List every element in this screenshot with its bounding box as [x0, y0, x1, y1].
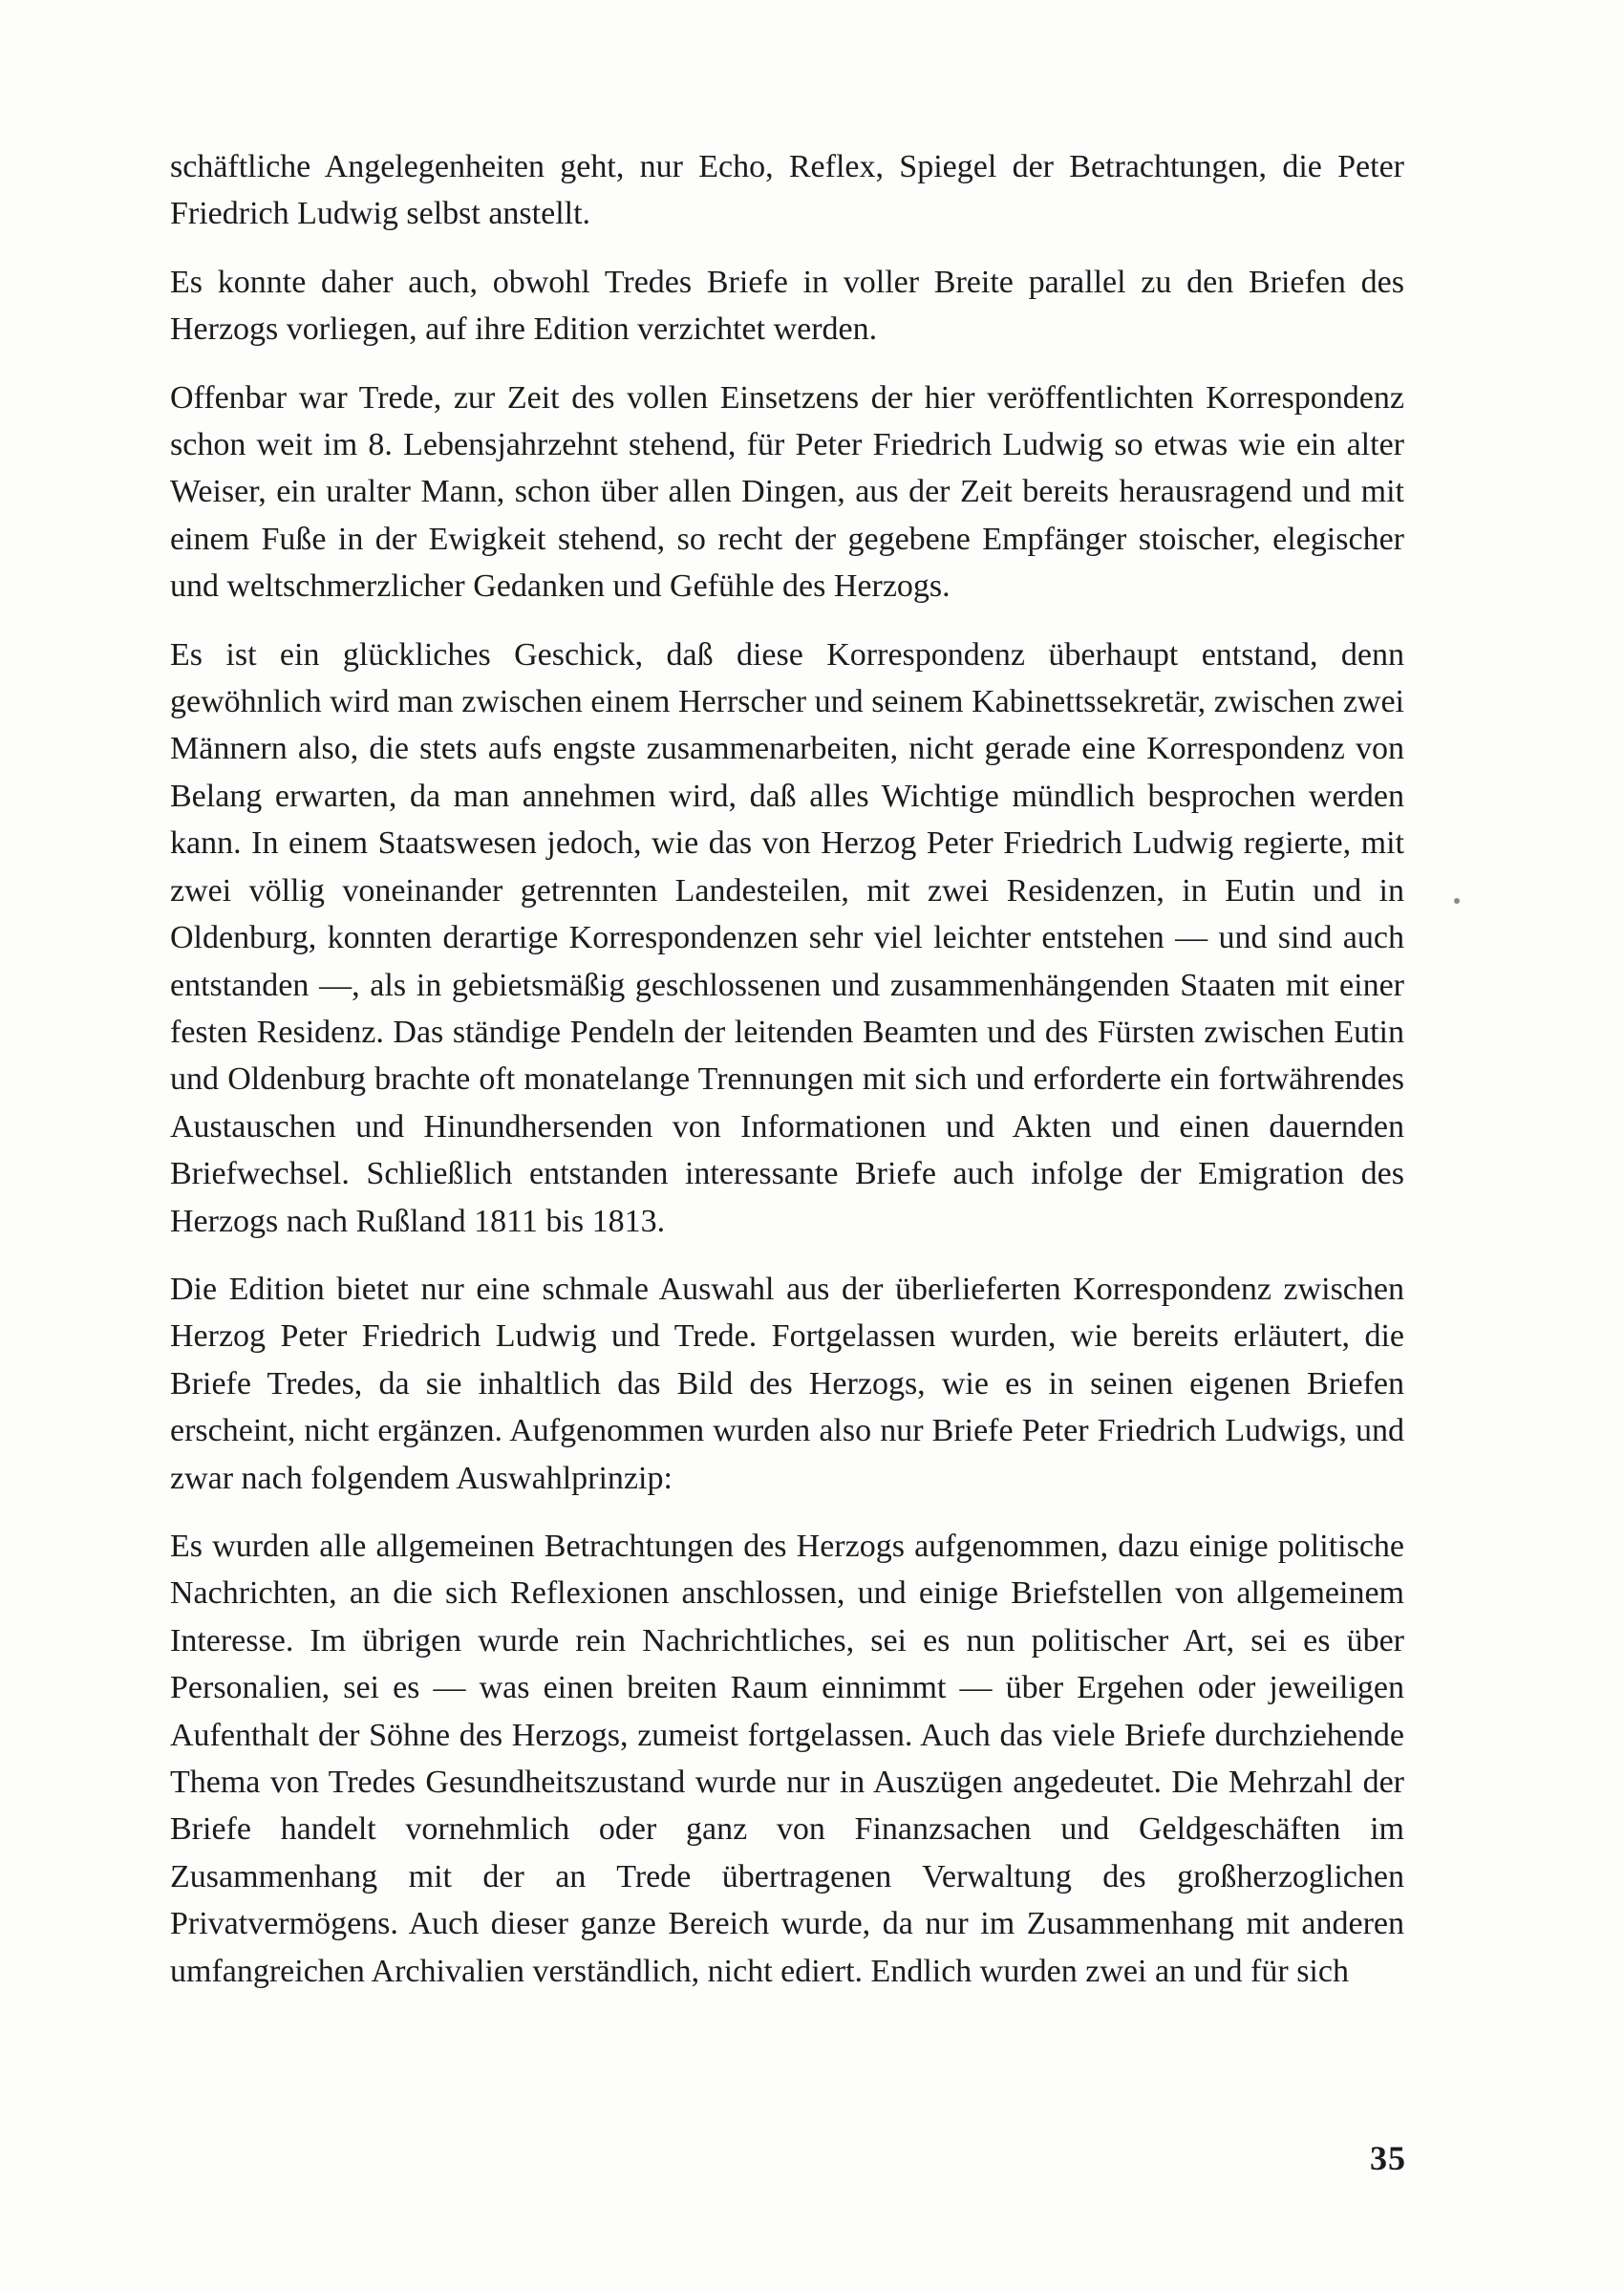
paragraph-6: Es wurden alle allgemeinen Betrachtungen des Herzogs aufgenommen, dazu einige politische Nachrichten, an die sich Reflexionen anschlossen, und einige Briefstellen von allgemeinem Interesse. Im übrigen wurde rein Nachrichtliches, sei es nun politischer Art, sei es über Personalien, sei es — was einen breiten Raum einnimmt — über Ergehen oder jeweiligen Aufenthalt der Söhne des Herzogs, zumeist fortgelassen. Auch das viele Briefe durchziehende Thema von Tredes Gesundheitszustand wurde nur in Auszügen angedeutet. Die Mehrzahl der Briefe handelt vornehmlich oder ganz von Finanzsachen und Geldgeschäften im Zusammenhang mit der an Trede übertragenen Verwaltung des großherzoglichen Privatvermögens. Auch dieser ganze Bereich wurde, da nur im Zusammenhang mit anderen umfangreichen Archivalien verständlich, nicht ediert. Endlich wurden zwei an und für sich	[170, 1528, 1404, 1989]
paragraph-3: Offenbar war Trede, zur Zeit des vollen Einsetzens der hier veröffentlichten Korrespondenz schon weit im 8. Lebensjahrzehnt stehend, für Peter Friedrich Ludwig so etwas wie ein alter Weiser, ein uralter Mann, schon über allen Dingen, aus der Zeit bereits herausragend und mit einem Fuße in der Ewigkeit stehend, so recht der gegebene Empfänger stoischer, elegischer und weltschmerzlicher Gedanken und Gefühle des Herzogs.	[170, 379, 1404, 605]
paragraph-1: schäftliche Angelegenheiten geht, nur Echo, Reflex, Spiegel der Betrachtungen, die Peter Friedrich Ludwig selbst anstellt.	[170, 149, 1404, 232]
margin-speck	[1454, 898, 1460, 904]
paragraph-4: Es ist ein glückliches Geschick, daß diese Korrespondenz überhaupt entstand, denn gewöhnlich wird man zwischen einem Herrscher und seinem Kabinettssekretär, zwischen zwei Männern also, die stets aufs engste zusammenarbeiten, nicht gerade eine Korrespondenz von Belang erwarten, da man annehmen wird, daß alles Wichtige mündlich besprochen werden kann. In einem Staatswesen jedoch, wie das von Herzog Peter Friedrich Ludwig regierte, mit zwei völlig voneinander getrennten Landesteilen, mit zwei Residenzen, in Eutin und in Oldenburg, konnten derartige Korrespondenzen sehr viel leichter entstehen — und sind auch entstanden —, als in gebietsmäßig geschlossenen und zusammenhängenden Staaten mit einer festen Residenz. Das ständige Pendeln der leitenden Beamten und des Fürsten zwischen Eutin und Oldenburg brachte oft monatelange Trennungen mit sich und erforderte ein fortwährendes Austauschen und Hinundhersenden von Informationen und Akten und einen dauernden Briefwechsel. Schließlich entstanden interessante Briefe auch infolge der Emigration des Herzogs nach Rußland 1811 bis 1813.	[170, 636, 1404, 1239]
paragraph-5: Die Edition bietet nur eine schmale Auswahl aus der überlieferten Korrespondenz zwischen Herzog Peter Friedrich Ludwig und Trede. Fortgelassen wurden, wie bereits erläutert, die Briefe Tredes, da sie inhaltlich das Bild des Herzogs, wie es in seinen eigenen Briefen erscheint, nicht ergänzen. Aufgenommen wurden also nur Briefe Peter Friedrich Ludwigs, und zwar nach folgendem Auswahlprinzip:	[170, 1271, 1404, 1496]
page-number: 35	[1370, 2139, 1406, 2177]
body-text	[170, 143, 1404, 2016]
paragraph-2: Es konnte daher auch, obwohl Tredes Briefe in voller Breite parallel zu den Briefen des Herzogs vorliegen, auf ihre Edition verzichtet werden.	[170, 264, 1404, 348]
